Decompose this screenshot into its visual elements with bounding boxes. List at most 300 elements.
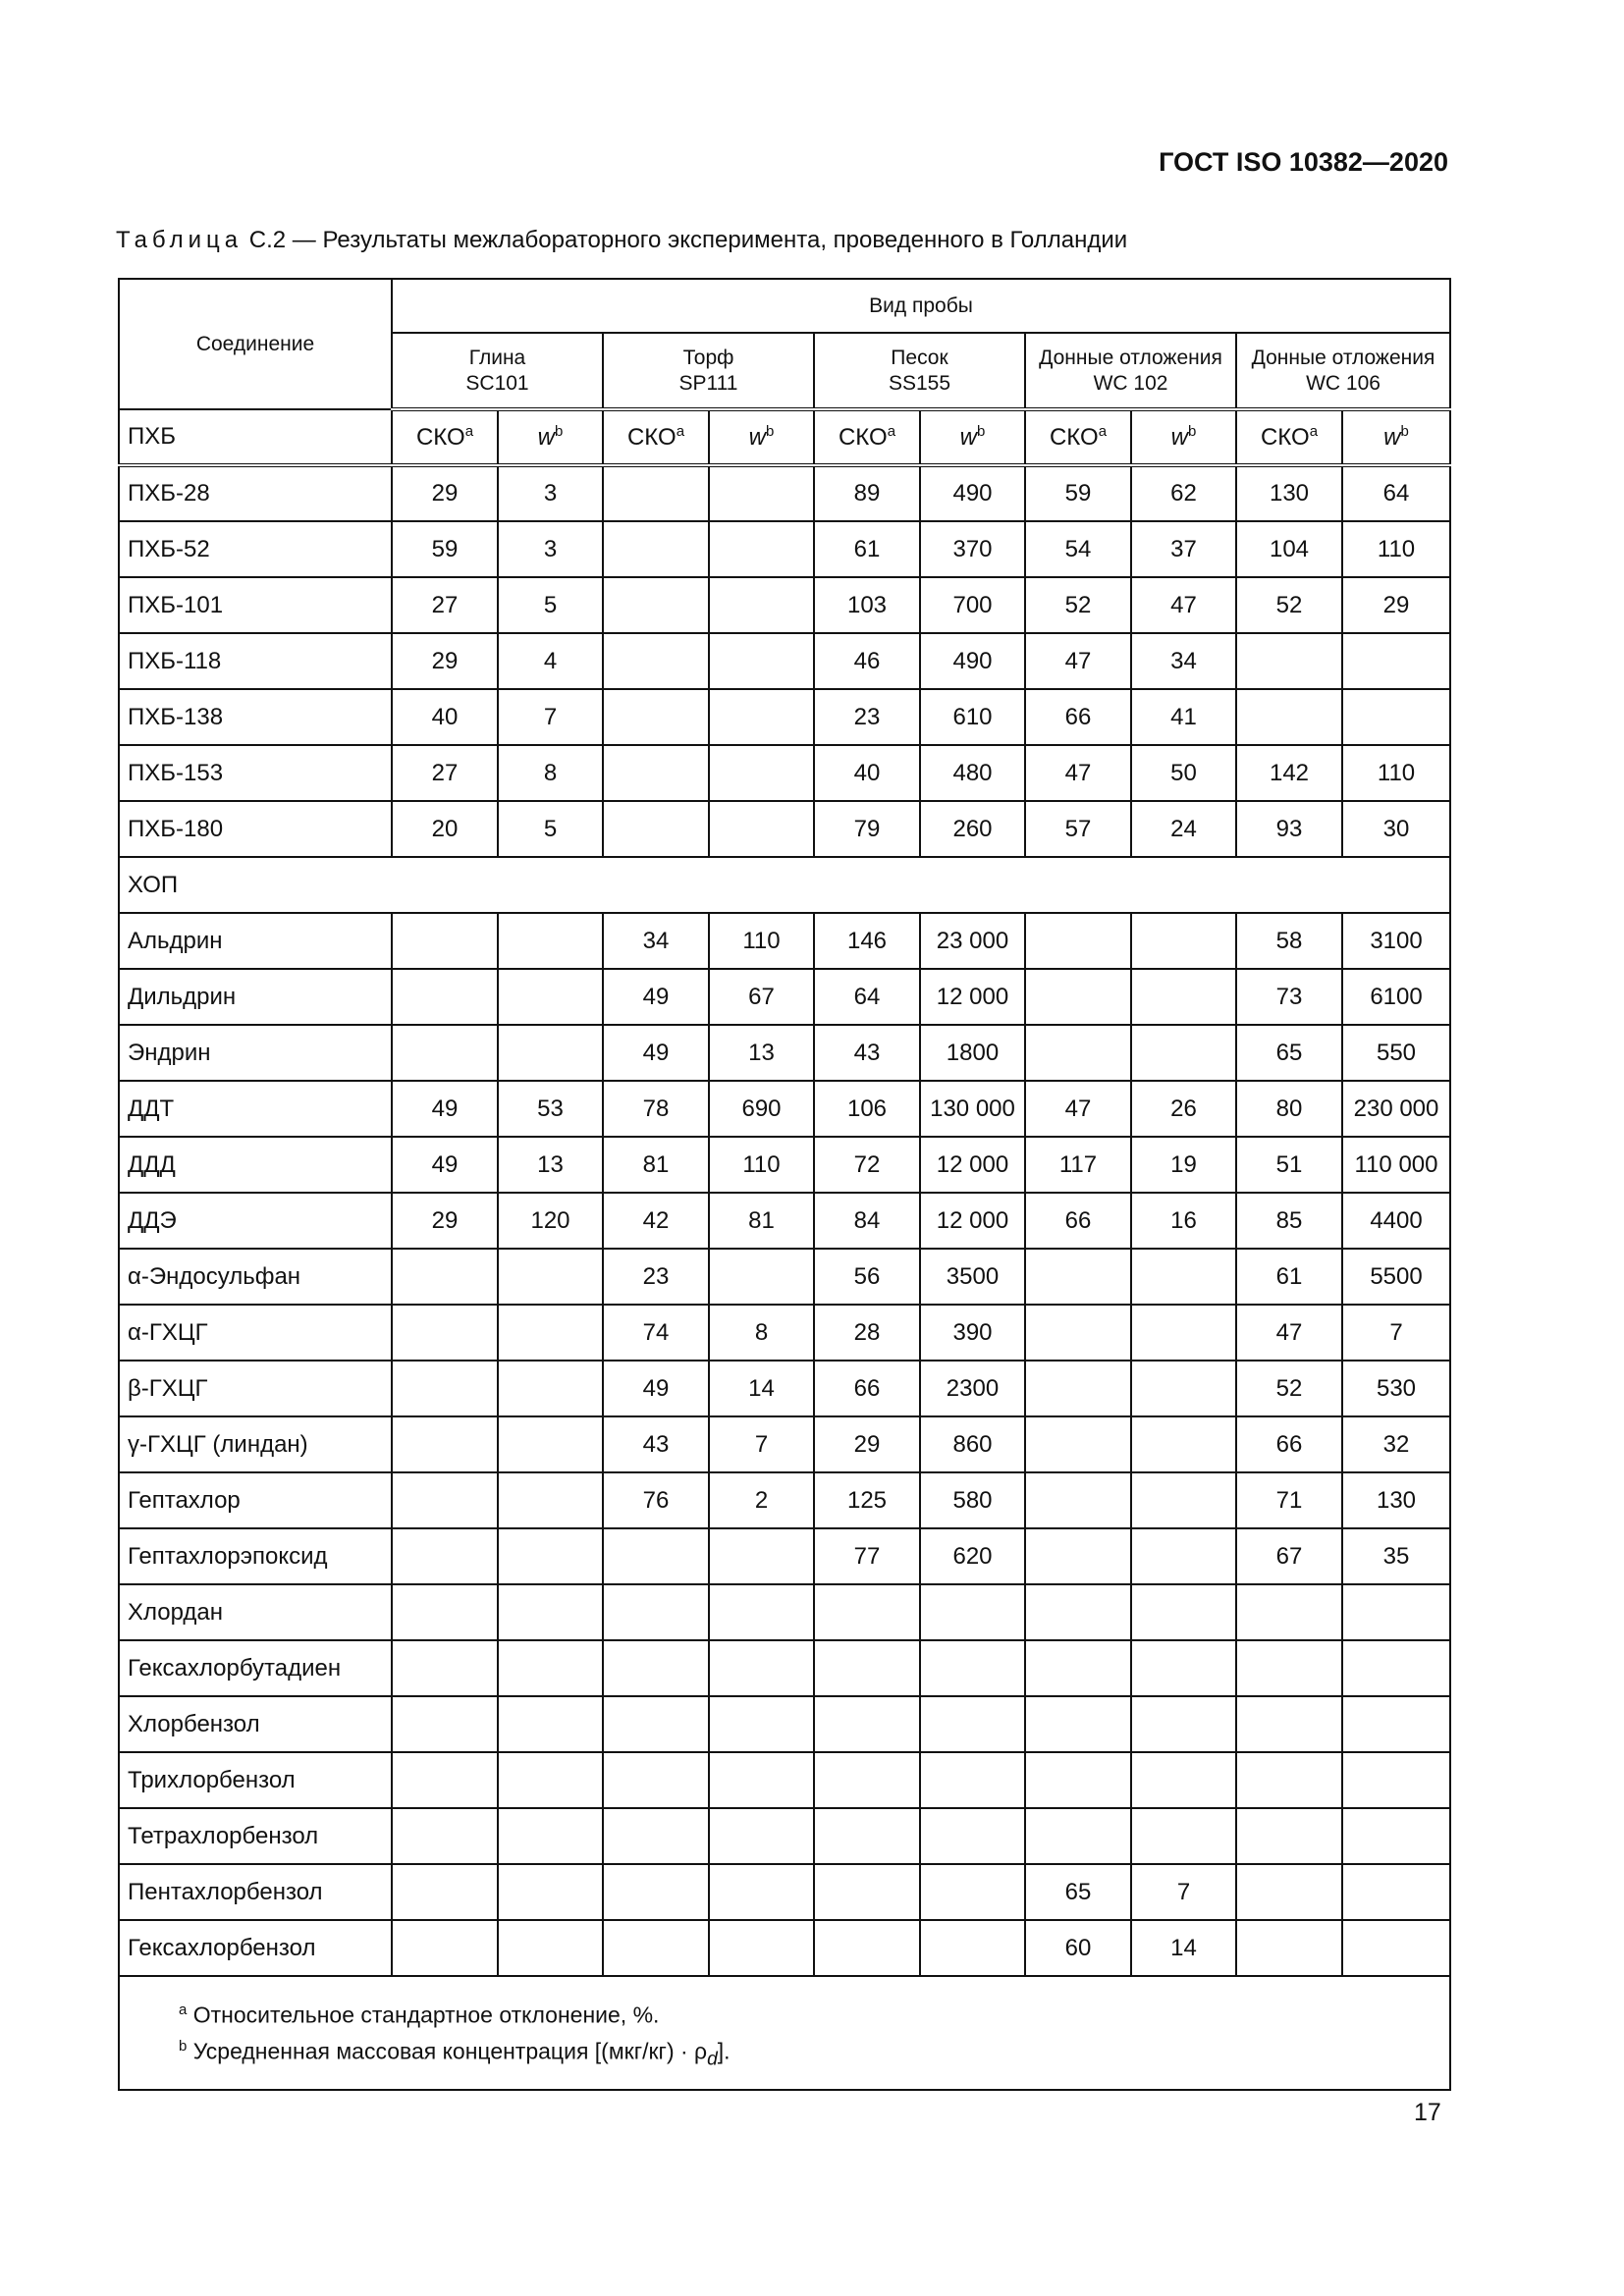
rho-subscript: d — [707, 2048, 718, 2069]
value-cell: 34 — [1131, 633, 1236, 689]
compound-name: Гексахлорбутадиен — [119, 1640, 392, 1696]
table-row — [119, 1081, 1450, 1137]
value-cell — [920, 1864, 1025, 1920]
compound-name: Гептахлор — [119, 1472, 392, 1528]
table-row — [119, 633, 1450, 689]
value-cell — [1025, 1416, 1131, 1472]
header-sample-type: Вид пробы — [392, 279, 1450, 333]
value-cell: 49 — [603, 1025, 709, 1081]
rsd-header — [392, 409, 498, 465]
footnote-text: Усредненная массовая концентрация [(мкг/кг) · — [187, 2038, 695, 2064]
value-cell — [1236, 1752, 1342, 1808]
rsd-header — [1025, 409, 1131, 465]
group-code: SC101 — [465, 371, 529, 395]
caption-label: Таблица — [116, 227, 244, 253]
value-cell: 65 — [1025, 1864, 1131, 1920]
page-number: 17 — [1414, 2099, 1441, 2126]
value-cell — [392, 1864, 498, 1920]
value-cell: 29 — [392, 465, 498, 521]
value-cell — [1025, 1249, 1131, 1305]
value-cell: 47 — [1025, 633, 1131, 689]
rsd-label: СКО — [415, 424, 465, 451]
value-cell: 110 000 — [1342, 1137, 1450, 1193]
value-cell: 47 — [1025, 1081, 1131, 1137]
table-row — [119, 1752, 1450, 1808]
value-cell: 67 — [1236, 1528, 1342, 1584]
value-cell: 260 — [920, 801, 1025, 857]
footnote-mark: a — [179, 2002, 188, 2018]
value-cell: 12 000 — [920, 1193, 1025, 1249]
w-header — [1131, 409, 1236, 465]
value-cell: 24 — [1131, 801, 1236, 857]
value-cell: 8 — [709, 1305, 814, 1361]
value-cell — [1131, 1472, 1236, 1528]
value-cell: 2 — [709, 1472, 814, 1528]
value-cell: 117 — [1025, 1137, 1131, 1193]
value-cell — [603, 1808, 709, 1864]
value-cell — [392, 1025, 498, 1081]
value-cell: 580 — [920, 1472, 1025, 1528]
value-cell — [920, 1584, 1025, 1640]
value-cell: 60 — [1025, 1920, 1131, 1976]
value-cell — [709, 465, 814, 521]
value-cell: 52 — [1236, 1361, 1342, 1416]
value-cell — [1131, 1249, 1236, 1305]
value-cell: 230 000 — [1342, 1081, 1450, 1137]
value-cell: 84 — [814, 1193, 920, 1249]
value-cell — [392, 1752, 498, 1808]
value-cell: 490 — [920, 465, 1025, 521]
value-cell — [603, 801, 709, 857]
value-cell — [1236, 1920, 1342, 1976]
table-row — [119, 745, 1450, 801]
value-cell: 43 — [814, 1025, 920, 1081]
value-cell: 5 — [498, 577, 603, 633]
value-cell — [1131, 1528, 1236, 1584]
value-cell: 480 — [920, 745, 1025, 801]
value-cell — [814, 1920, 920, 1976]
value-cell — [1236, 1584, 1342, 1640]
value-cell — [709, 1752, 814, 1808]
w-mark: b — [766, 423, 775, 440]
value-cell — [392, 1528, 498, 1584]
value-cell — [392, 1416, 498, 1472]
value-cell: 29 — [814, 1416, 920, 1472]
table-row — [119, 1361, 1450, 1416]
value-cell: 29 — [392, 1193, 498, 1249]
value-cell: 52 — [1236, 577, 1342, 633]
value-cell — [814, 1696, 920, 1752]
compound-name: ДДЭ — [119, 1193, 392, 1249]
value-cell: 13 — [709, 1025, 814, 1081]
w-header — [709, 409, 814, 465]
value-cell — [1236, 1864, 1342, 1920]
w-mark: b — [555, 423, 564, 440]
value-cell: 61 — [814, 521, 920, 577]
w-mark: b — [1188, 423, 1197, 440]
value-cell: 27 — [392, 745, 498, 801]
w-label: w — [537, 424, 555, 451]
value-cell: 3 — [498, 521, 603, 577]
compound-name: Хлордан — [119, 1584, 392, 1640]
value-cell: 27 — [392, 577, 498, 633]
value-cell: 53 — [498, 1081, 603, 1137]
value-cell — [1025, 1640, 1131, 1696]
w-label: w — [959, 424, 977, 451]
value-cell — [498, 1305, 603, 1361]
compound-name: Трихлорбензол — [119, 1752, 392, 1808]
value-cell: 73 — [1236, 969, 1342, 1025]
value-cell — [603, 521, 709, 577]
value-cell — [392, 913, 498, 969]
table-row — [119, 521, 1450, 577]
value-cell — [603, 577, 709, 633]
group-code: SS155 — [888, 371, 951, 395]
value-cell — [392, 1920, 498, 1976]
value-cell — [603, 633, 709, 689]
value-cell — [498, 1528, 603, 1584]
value-cell: 49 — [392, 1137, 498, 1193]
value-cell: 490 — [920, 633, 1025, 689]
value-cell — [1131, 1808, 1236, 1864]
value-cell: 65 — [1236, 1025, 1342, 1081]
value-cell — [392, 1249, 498, 1305]
document-id: ГОСТ ISO 10382—2020 — [1159, 147, 1448, 177]
compound-name: Гептахлорэпоксид — [119, 1528, 392, 1584]
value-cell: 29 — [392, 633, 498, 689]
rsd-mark: a — [887, 423, 896, 440]
table-row — [119, 1920, 1450, 1976]
compound-name: β-ГХЦГ — [119, 1361, 392, 1416]
value-cell: 47 — [1236, 1305, 1342, 1361]
value-cell — [1342, 1864, 1450, 1920]
group-name: Донные отложения — [1251, 346, 1435, 369]
value-cell — [1131, 1416, 1236, 1472]
value-cell: 110 — [709, 913, 814, 969]
value-cell — [1342, 633, 1450, 689]
compound-name: Эндрин — [119, 1025, 392, 1081]
rsd-label: СКО — [1260, 424, 1310, 451]
compound-name: α-Эндосульфан — [119, 1249, 392, 1305]
value-cell — [1025, 1696, 1131, 1752]
value-cell: 62 — [1131, 465, 1236, 521]
value-cell — [709, 1640, 814, 1696]
value-cell: 19 — [1131, 1137, 1236, 1193]
group-code: WC 102 — [1093, 371, 1168, 395]
table-row — [119, 577, 1450, 633]
value-cell — [498, 1808, 603, 1864]
value-cell — [498, 1920, 603, 1976]
w-header — [1342, 409, 1450, 465]
value-cell — [814, 1864, 920, 1920]
value-cell — [603, 1864, 709, 1920]
value-cell — [1131, 969, 1236, 1025]
value-cell — [498, 1640, 603, 1696]
value-cell — [1025, 1025, 1131, 1081]
table-row — [119, 913, 1450, 969]
value-cell: 76 — [603, 1472, 709, 1528]
value-cell: 3100 — [1342, 913, 1450, 969]
value-cell — [1131, 1696, 1236, 1752]
value-cell — [392, 1584, 498, 1640]
value-cell: 103 — [814, 577, 920, 633]
footnote-b — [179, 2031, 1449, 2075]
value-cell: 66 — [1025, 689, 1131, 745]
value-cell — [498, 1752, 603, 1808]
group-code: SP111 — [678, 371, 738, 395]
compound-name: ПХБ-118 — [119, 633, 392, 689]
value-cell: 81 — [709, 1193, 814, 1249]
value-cell — [603, 465, 709, 521]
value-cell: 56 — [814, 1249, 920, 1305]
value-cell: 20 — [392, 801, 498, 857]
value-cell: 29 — [1342, 577, 1450, 633]
value-cell: 16 — [1131, 1193, 1236, 1249]
value-cell — [498, 1584, 603, 1640]
value-cell: 59 — [392, 521, 498, 577]
rsd-mark: a — [1309, 423, 1319, 440]
w-mark: b — [977, 423, 986, 440]
table-row — [119, 1137, 1450, 1193]
value-cell: 41 — [1131, 689, 1236, 745]
value-cell — [709, 577, 814, 633]
value-cell: 34 — [603, 913, 709, 969]
value-cell — [603, 745, 709, 801]
value-cell — [392, 1361, 498, 1416]
value-cell — [498, 1361, 603, 1416]
value-cell — [1025, 913, 1131, 969]
value-cell: 120 — [498, 1193, 603, 1249]
group-header — [814, 333, 1025, 409]
results-table — [118, 278, 1451, 2091]
value-cell: 14 — [709, 1361, 814, 1416]
value-cell — [1236, 1640, 1342, 1696]
value-cell: 130 — [1236, 465, 1342, 521]
value-cell: 23 — [603, 1249, 709, 1305]
value-cell: 23 000 — [920, 913, 1025, 969]
value-cell — [709, 1249, 814, 1305]
value-cell: 106 — [814, 1081, 920, 1137]
value-cell: 57 — [1025, 801, 1131, 857]
value-cell — [603, 1640, 709, 1696]
value-cell — [1025, 1584, 1131, 1640]
value-cell — [392, 969, 498, 1025]
value-cell — [920, 1640, 1025, 1696]
value-cell — [498, 1472, 603, 1528]
value-cell: 72 — [814, 1137, 920, 1193]
value-cell: 610 — [920, 689, 1025, 745]
value-cell — [709, 1920, 814, 1976]
value-cell — [1342, 1696, 1450, 1752]
value-cell: 110 — [1342, 745, 1450, 801]
value-cell: 50 — [1131, 745, 1236, 801]
value-cell — [709, 1696, 814, 1752]
value-cell: 30 — [1342, 801, 1450, 857]
value-cell — [1342, 1808, 1450, 1864]
compound-name: α-ГХЦГ — [119, 1305, 392, 1361]
value-cell: 1800 — [920, 1025, 1025, 1081]
group-code: WC 106 — [1306, 371, 1380, 395]
rsd-label: СКО — [626, 424, 677, 451]
compound-name: Альдрин — [119, 913, 392, 969]
value-cell — [1025, 1305, 1131, 1361]
value-cell — [709, 801, 814, 857]
w-header — [920, 409, 1025, 465]
value-cell: 79 — [814, 801, 920, 857]
table-row — [119, 1528, 1450, 1584]
compound-name: ДДД — [119, 1137, 392, 1193]
rsd-header — [1236, 409, 1342, 465]
rsd-header — [814, 409, 920, 465]
value-cell: 66 — [1025, 1193, 1131, 1249]
value-cell: 110 — [1342, 521, 1450, 577]
value-cell — [1025, 1361, 1131, 1416]
value-cell: 32 — [1342, 1416, 1450, 1472]
value-cell: 620 — [920, 1528, 1025, 1584]
value-cell: 130 — [1342, 1472, 1450, 1528]
value-cell — [498, 1416, 603, 1472]
value-cell: 700 — [920, 577, 1025, 633]
group-name: Донные отложения — [1039, 346, 1222, 369]
value-cell — [392, 1640, 498, 1696]
compound-name: ПХБ-153 — [119, 745, 392, 801]
table-row — [119, 801, 1450, 857]
caption-text: С.2 — Результаты межлабораторного эксперимента, проведенного в Голландии — [243, 227, 1128, 253]
value-cell — [709, 521, 814, 577]
value-cell: 4 — [498, 633, 603, 689]
rsd-label: СКО — [1049, 424, 1099, 451]
rsd-mark: a — [676, 423, 685, 440]
value-cell — [603, 1696, 709, 1752]
value-cell — [498, 1696, 603, 1752]
value-cell: 49 — [603, 1361, 709, 1416]
value-cell: 550 — [1342, 1025, 1450, 1081]
value-cell — [1236, 1696, 1342, 1752]
value-cell: 66 — [814, 1361, 920, 1416]
value-cell — [392, 1472, 498, 1528]
compound-name: ПХБ-101 — [119, 577, 392, 633]
value-cell: 7 — [709, 1416, 814, 1472]
value-cell: 85 — [1236, 1193, 1342, 1249]
value-cell: 64 — [814, 969, 920, 1025]
value-cell: 4400 — [1342, 1193, 1450, 1249]
value-cell: 7 — [1131, 1864, 1236, 1920]
value-cell — [709, 1864, 814, 1920]
value-cell: 2300 — [920, 1361, 1025, 1416]
value-cell — [709, 1584, 814, 1640]
compound-name: ПХБ-138 — [119, 689, 392, 745]
value-cell — [603, 1752, 709, 1808]
value-cell — [1131, 1305, 1236, 1361]
value-cell — [1131, 1752, 1236, 1808]
rsd-label: СКО — [838, 424, 888, 451]
value-cell: 3500 — [920, 1249, 1025, 1305]
value-cell — [1025, 1808, 1131, 1864]
value-cell — [920, 1752, 1025, 1808]
footnote-end: ]. — [717, 2038, 731, 2064]
value-cell: 46 — [814, 633, 920, 689]
value-cell — [1342, 1752, 1450, 1808]
value-cell — [1131, 1584, 1236, 1640]
value-cell: 13 — [498, 1137, 603, 1193]
value-cell: 23 — [814, 689, 920, 745]
value-cell — [603, 689, 709, 745]
value-cell: 5 — [498, 801, 603, 857]
value-cell: 7 — [1342, 1305, 1450, 1361]
value-cell — [1131, 1640, 1236, 1696]
value-cell: 530 — [1342, 1361, 1450, 1416]
value-cell — [709, 745, 814, 801]
value-cell — [1025, 1752, 1131, 1808]
table-row — [119, 1696, 1450, 1752]
value-cell: 7 — [498, 689, 603, 745]
section-row — [119, 857, 1450, 913]
footnote-a — [179, 1995, 1449, 2031]
table-row — [119, 1193, 1450, 1249]
table-row — [119, 1025, 1450, 1081]
value-cell: 47 — [1131, 577, 1236, 633]
w-header — [498, 409, 603, 465]
value-cell: 40 — [814, 745, 920, 801]
compound-name: Пентахлорбензол — [119, 1864, 392, 1920]
value-cell: 40 — [392, 689, 498, 745]
value-cell — [1131, 913, 1236, 969]
w-label: w — [748, 424, 766, 451]
value-cell: 93 — [1236, 801, 1342, 857]
footnote-text: Относительное стандартное отклонение, %. — [187, 2002, 660, 2028]
value-cell: 14 — [1131, 1920, 1236, 1976]
w-label: w — [1170, 424, 1188, 451]
value-cell — [1025, 1528, 1131, 1584]
value-cell — [814, 1752, 920, 1808]
value-cell: 51 — [1236, 1137, 1342, 1193]
table-row — [119, 1864, 1450, 1920]
value-cell — [392, 1305, 498, 1361]
table-row — [119, 969, 1450, 1025]
table-row — [119, 1249, 1450, 1305]
value-cell — [603, 1528, 709, 1584]
compound-name: ПХБ-28 — [119, 465, 392, 521]
value-cell — [1342, 689, 1450, 745]
compound-name: γ-ГХЦГ (линдан) — [119, 1416, 392, 1472]
value-cell: 35 — [1342, 1528, 1450, 1584]
value-cell — [498, 913, 603, 969]
ocp-label: ХОП — [119, 857, 1450, 913]
value-cell: 110 — [709, 1137, 814, 1193]
value-cell — [1236, 689, 1342, 745]
value-cell — [814, 1640, 920, 1696]
value-cell: 26 — [1131, 1081, 1236, 1137]
value-cell — [920, 1696, 1025, 1752]
compound-name: ДДТ — [119, 1081, 392, 1137]
rho-symbol: ρ — [694, 2038, 708, 2064]
table-row — [119, 689, 1450, 745]
table-row — [119, 1305, 1450, 1361]
value-cell: 690 — [709, 1081, 814, 1137]
footnote-mark: b — [179, 2037, 188, 2055]
subheader-row — [119, 409, 1450, 465]
value-cell — [709, 1808, 814, 1864]
w-label: w — [1383, 424, 1401, 451]
value-cell: 6100 — [1342, 969, 1450, 1025]
value-cell: 58 — [1236, 913, 1342, 969]
compound-name: ПХБ-180 — [119, 801, 392, 857]
value-cell — [814, 1584, 920, 1640]
value-cell — [709, 1528, 814, 1584]
value-cell: 142 — [1236, 745, 1342, 801]
table-row — [119, 1416, 1450, 1472]
table-row — [119, 1584, 1450, 1640]
